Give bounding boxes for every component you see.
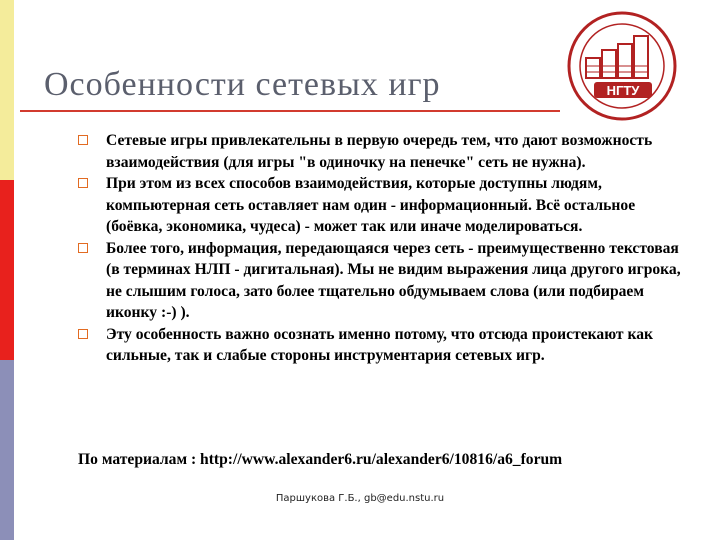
square-bullet-icon bbox=[78, 178, 88, 188]
bullet-text: Сетевые игры привлекательны в первую очередь тем, что дают возможность взаимодействия (для игры "в одиночку на пенечке" сеть не нужна). bbox=[106, 132, 653, 171]
bullet-text: Эту особенность важно осознать именно потому, что отсюда проистекают как сильные, так и слабые стороны инструментария сетевых игр. bbox=[106, 325, 653, 364]
bullet-text: Более того, информация, передающаяся через сеть - преимущественно текстовая (в терминах НЛП - дигитальная). Мы не видим выражения лица другого игрока, не слышим голоса, зато более тщательно обдумываем слова (или подбираем иконку :-) ). bbox=[106, 239, 681, 321]
list-item bbox=[78, 130, 688, 173]
left-stripe-yellow bbox=[0, 0, 14, 180]
bullet-text: При этом из всех способов взаимодействия, которые доступны людям, компьютерная сеть оставляет нам один - информационный. Всё остальное (боёвка, экономика, чудеса) - может так или иначе моделироваться. bbox=[106, 175, 636, 235]
ngtu-logo bbox=[566, 10, 678, 122]
slide-title: Особенности сетевых игр bbox=[44, 66, 441, 103]
list-item bbox=[78, 324, 688, 367]
logo-text: НГТУ bbox=[606, 83, 640, 98]
square-bullet-icon bbox=[78, 135, 88, 145]
list-item bbox=[78, 173, 688, 238]
left-stripe-red bbox=[0, 180, 14, 360]
list-item bbox=[78, 238, 688, 324]
source-citation: По материалам : http://www.alexander6.ru/alexander6/10816/a6_forum bbox=[78, 451, 563, 468]
square-bullet-icon bbox=[78, 329, 88, 339]
title-underline bbox=[20, 110, 560, 112]
left-stripe-violet bbox=[0, 360, 14, 540]
square-bullet-icon bbox=[78, 243, 88, 253]
bullet-list bbox=[78, 130, 688, 367]
footer-author: Паршукова Г.Б., gb@edu.nstu.ru bbox=[275, 493, 445, 504]
